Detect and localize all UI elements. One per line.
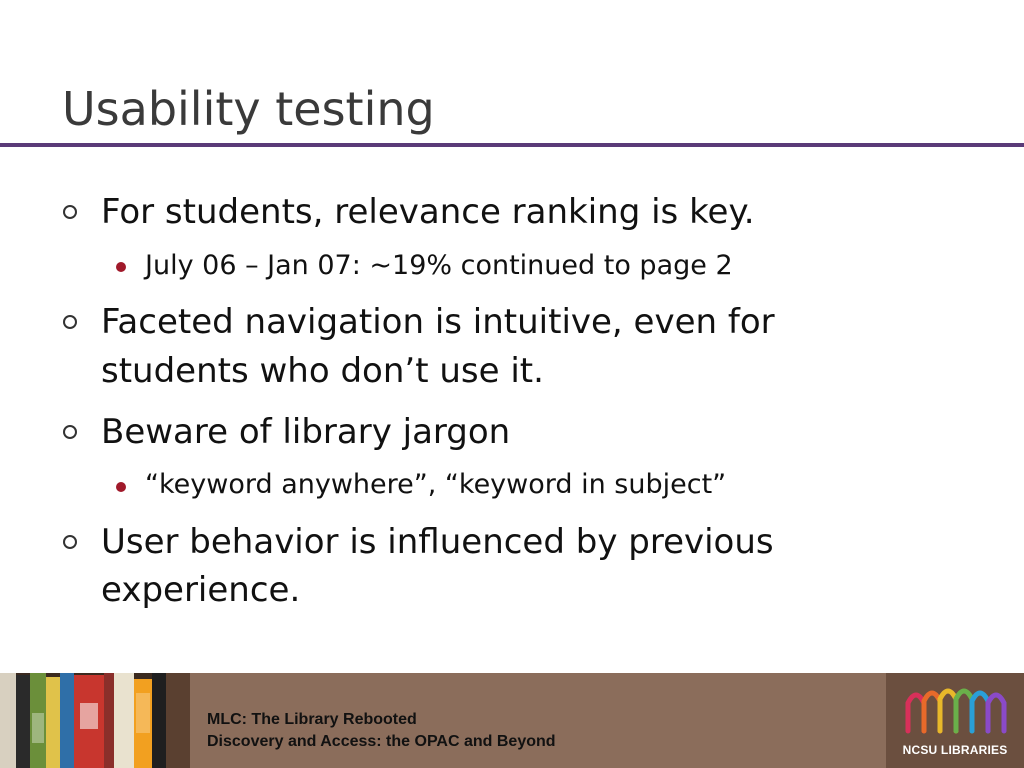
- footer-line-2: Discovery and Access: the OPAC and Beyond: [207, 733, 556, 750]
- bullet-text: Beware of library jargon: [101, 412, 511, 452]
- sub-bullet-text: “keyword anywhere”, “keyword in subject”: [145, 469, 727, 500]
- bullet-text: For students, relevance ranking is key.: [101, 192, 755, 232]
- hollow-bullet-icon: [63, 315, 77, 329]
- hollow-bullet-icon: [63, 205, 77, 219]
- book-spines-icon: [0, 673, 190, 768]
- footer-caption: [207, 709, 556, 753]
- libraries-logo-icon: [886, 673, 1024, 743]
- filled-bullet-icon: [116, 482, 126, 492]
- footer-line-1: MLC: The Library Rebooted: [207, 711, 417, 728]
- bullet-text: students who don’t use it.: [101, 351, 544, 391]
- logo-text: NCSU LIBRARIES: [902, 743, 1008, 757]
- bullet-text: experience.: [101, 570, 301, 610]
- bookshelf-image: [0, 673, 190, 768]
- sub-bullet-text: July 06 – Jan 07: ~19% continued to page 2: [145, 250, 733, 281]
- footer-bar: [0, 673, 1024, 768]
- bullet-text: Faceted navigation is intuitive, even for: [101, 302, 775, 342]
- hollow-bullet-icon: [63, 535, 77, 549]
- filled-bullet-icon: [116, 262, 126, 272]
- hollow-bullet-icon: [63, 425, 77, 439]
- ncsu-libraries-logo: [886, 673, 1024, 768]
- slide-title: Usability testing: [62, 82, 435, 136]
- bullet-text: User behavior is influenced by previous: [101, 522, 774, 562]
